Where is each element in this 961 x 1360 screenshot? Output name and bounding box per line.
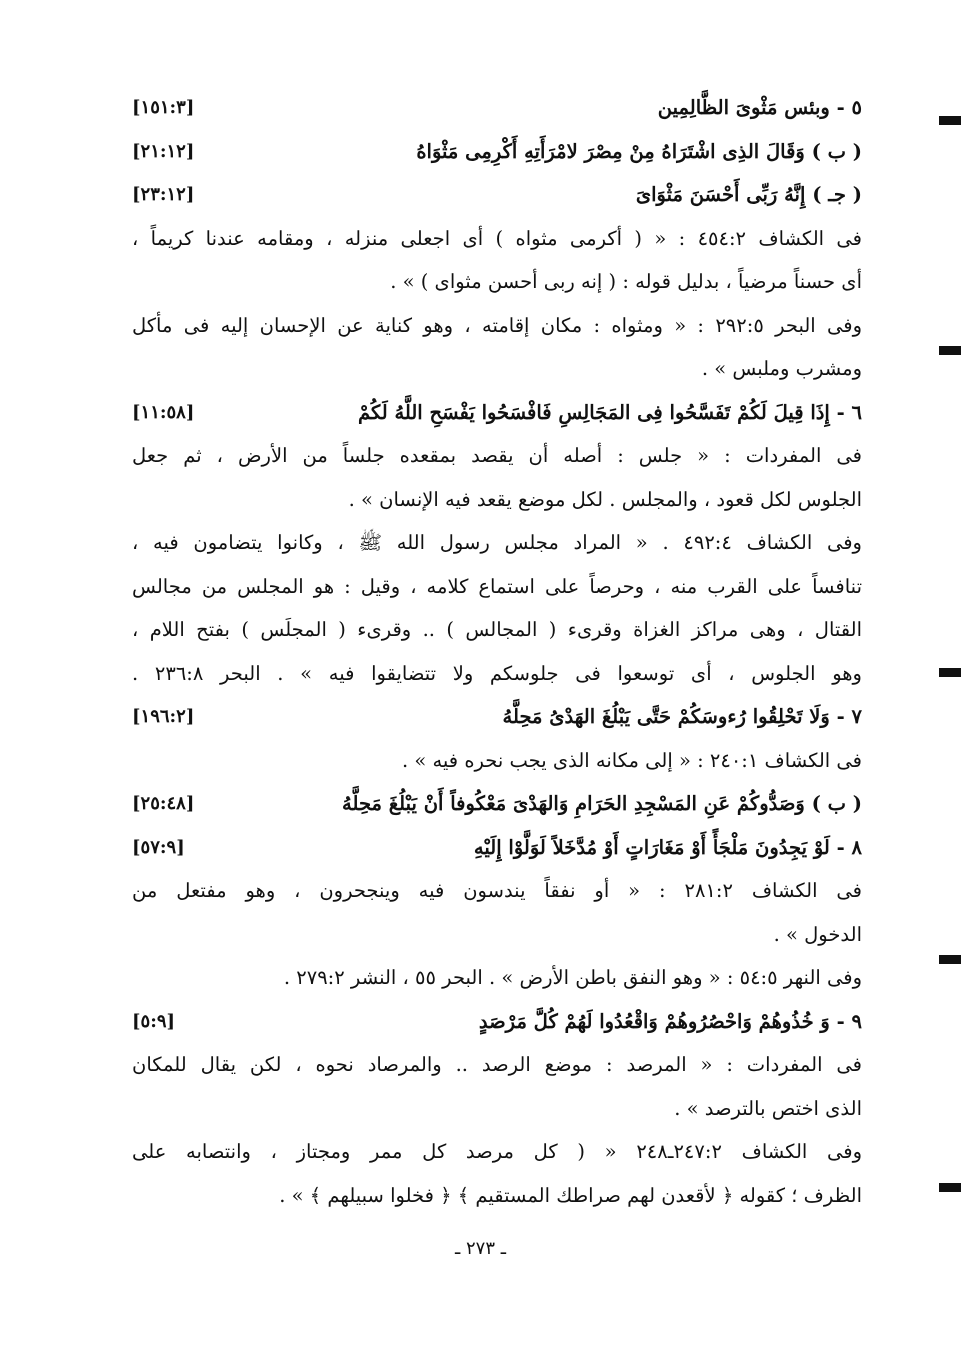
text-line: فى الكشاف ٤٥٤:٢ : « ( أكرمى مثواه ) أى اجعلى منزله ، ومقامه عندنا كريماً ،	[132, 226, 862, 250]
verse-line	[132, 826, 862, 870]
page-number: ـ ٢٧٣ ـ	[454, 1238, 506, 1259]
text-line: فى المفردات : « جلس : أصله أن يقصد بمقعده جلساً من الأرض ، ثم جعل	[132, 444, 862, 467]
verse-line	[132, 86, 862, 130]
margin-mark	[939, 668, 961, 677]
verse-text: ( جـ ) إِنَّهُ رَبِّى أَحْسَنَ مَثْوَاىَ	[635, 183, 862, 206]
verse-reference: [٢٣:١٢]	[132, 184, 195, 205]
verse-line	[132, 391, 862, 435]
verse-text: ٩ - وَ خُذُوهُمْ وَاحْصُرُوهُمْ وَاقْعُدُوا لَهُمْ كُلَّ مَرْصَدٍ	[478, 1009, 862, 1033]
text-line: القتال ، وهى مراكز الغزاة وقرىء ( المجالس ) .. وقرىء ( المجلَس ) بفتح اللام ،	[132, 618, 862, 641]
margin-mark	[939, 955, 961, 964]
verse-reference: [٥٧:٩]	[132, 836, 185, 858]
verse-line	[132, 173, 862, 217]
verse-reference: [٢١:١٢]	[132, 140, 195, 162]
verse-line	[132, 695, 862, 739]
text-line: فى الكشاف ٢٤٠:١ : « إلى مكانه الذى يجب نحره فيه » .	[401, 748, 862, 772]
text-line: أى حسناً مرضياً ، بدليل قوله : ( إنه ربى أحسن مثواى ) » .	[390, 270, 862, 293]
verse-reference: [١٩٦:٢]	[132, 706, 195, 727]
text-line: وفى الكشاف ٢٤٧:٢ـ٢٤٨ « ( كل مرصد كل ممر ومجتاز ، وانتصابه على	[132, 1140, 862, 1163]
margin-mark	[939, 1183, 961, 1192]
text-line: وهو الجلوس ، أى توسعوا فى جلوسكم ولا تتضايقوا فيه » . البحر ٢٣٦:٨ .	[132, 661, 862, 685]
verse-line	[132, 130, 862, 174]
verse-text: ( ب ) وَصَدُّوكُمْ عَنِ المَسْجِدِ الحَرَامِ وَالهَدْىَ مَعْكُوفاً أَنْ يَبْلُغَ مَحِلَّهُ	[342, 792, 862, 815]
margin-mark	[939, 116, 961, 125]
verse-text: ٦ - إِذَا قِيلَ لَكُمْ تَفَسَّحُوا فِى المَجَالِسِ فَافْسَحُوا يَفْسَحِ اللَّهُ لَكُمْ	[357, 400, 862, 424]
verse-reference: [٥:٩]	[132, 1010, 176, 1032]
verse-line	[132, 782, 862, 826]
margin-mark	[939, 346, 961, 355]
verse-text: ( ب ) وَقَالَ الذِى اشْتَرَاهُ مِنْ مِصْرَ لامْرَأَتِهِ أَكْرِمِى مَثْوَاهُ	[416, 139, 862, 163]
text-line: وفى الكشاف ٤٩٢:٤ . « المراد مجلس رسول الله ﷺ ، وكانوا يتضامون فيه ،	[132, 531, 862, 554]
text-line: الدخول » .	[773, 922, 862, 946]
verse-line	[132, 1000, 862, 1044]
text-line: وفى البحر ٢٩٢:٥ : « ومثواه : مكان إقامته ، وهو كناية عن الإحسان إليه فى مأكل	[132, 313, 862, 337]
text-line: تنافساً على القرب منه ، وحرصاً على استماع كلامه ، وقيل : هو المجلس من مجالس	[132, 574, 862, 598]
verse-text: ٥ - وبئس مَثْوىَ الظَّالِمِين	[657, 96, 862, 119]
text-line: الظرف ؛ كقوله ﴿ لأقعدن لهم صراطك المستقيم ﴾ ﴿ فخلوا سبيلهم ﴾ » .	[279, 1183, 862, 1207]
verse-text: ٧ - وَلَا تَحْلِقُوا رُءوسَكُمْ حَتَّى يَبْلُغَ الهَدْىُ مَحِلَّهُ	[502, 705, 862, 728]
verse-reference: [١٥١:٣]	[132, 97, 195, 118]
text-line: الجلوس لكل قعود ، والمجلس . لكل موضع يقعد فيه الإنسان » .	[348, 487, 862, 511]
text-line: ومشرب وملبس » .	[701, 357, 862, 380]
verse-text: ٨ - لَوْ يَجِدُونَ مَلْجَأً أَوْ مَغَارَاتٍ أَوْ مُدَّخَلاً لَوَلَّوْا إِلَيْهِ	[473, 835, 862, 859]
verse-reference: [٢٥:٤٨]	[132, 793, 195, 814]
verse-reference: [١١:٥٨]	[132, 401, 195, 423]
text-line: فى المفردات : « المرصد : موضع الرصد .. والمرصاد نحوه ، لكن يقال للمكان	[132, 1053, 862, 1076]
text-line: فى الكشاف ٢٨١:٢ : « أو نفقاً يندسون فيه وينجحرون ، وهو مفتعل من	[132, 879, 862, 902]
page-body	[132, 86, 862, 1217]
text-line: وفى النهر ٥٤:٥ : « وهو النفق باطن الأرض » . البحر ٥٥ ، النشر ٢٧٩:٢ .	[283, 966, 862, 989]
text-line: الذى اختص بالترصد » .	[674, 1096, 862, 1120]
